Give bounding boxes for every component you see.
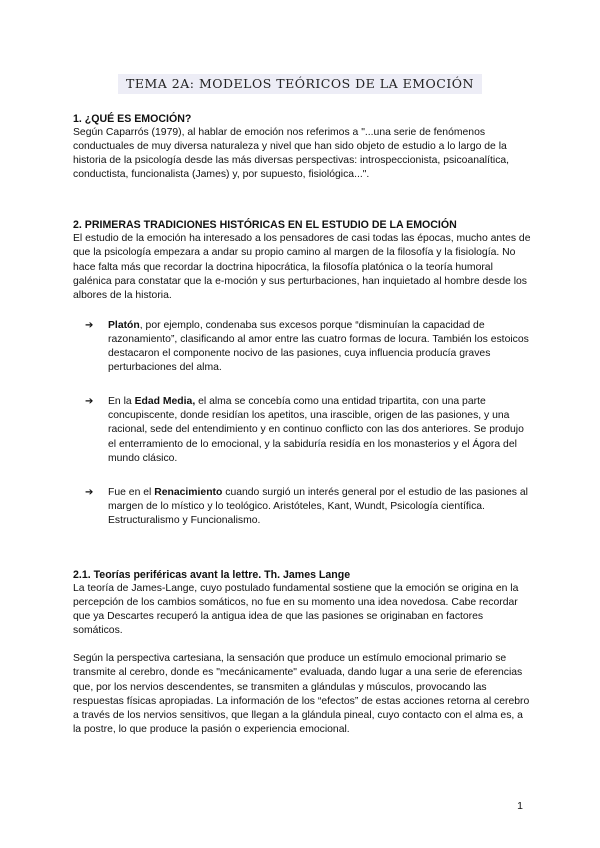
bullet-lead: Renacimiento — [154, 486, 223, 498]
title-container — [0, 74, 600, 94]
section-peripheral-theories — [73, 568, 531, 737]
bullet-lead: Edad Media, — [134, 396, 196, 408]
bullet-middle-ages — [73, 395, 531, 465]
arrow-icon: ➔ — [85, 319, 94, 331]
document-content — [73, 112, 531, 737]
bullet-list — [73, 319, 531, 528]
bullet-text: el alma se concebía como una entidad tripartita, con una parte concupiscente, donde residían los apetitos, una irascible, origen de las pasiones, y una racional, sede del entendimiento y en continuo conflicto con las dos anteriores. Se produjo el enterramiento de lo emocional, y la sabiduría residía en los monasterios y el Ágora del mundo clásico. — [108, 396, 524, 464]
page-number: 1 — [517, 800, 523, 812]
document-title: TEMA 2A: MODELOS TEÓRICOS DE LA EMOCIÓN — [118, 74, 482, 94]
section-2-1-paragraph-2: Según la perspectiva cartesiana, la sensación que produce un estímulo emocional primario se transmite al cerebro, donde es "mecánicamente" evaluada, dando lugar a una serie de eferencias que, por los nervios descendentes, se transmiten a glándulas y músculos, provocando las respuestas físicas apropiadas. La información de los “efectos” de estas acciones retorna al cerebro a través de los nervios sensitivos, que llegan a la glándula pineal, cuyo contacto con el alma es, a la postre, lo que produce la pasión o experiencia emocional. — [73, 653, 530, 735]
bullet-prefix: Fue en el — [108, 486, 155, 498]
section-2-1-heading: 2.1. Teorías periféricas avant la lettre. Th. James Lange — [73, 568, 351, 581]
bullet-lead: Platón — [108, 319, 140, 331]
section-historical-traditions — [73, 218, 531, 528]
section-2-body: El estudio de la emoción ha interesado a los pensadores de casi todas las épocas, mucho antes de que la psicología empezara a andar su propio camino al margen de la filosofía y la fisiología. No hace falta más que recordar la doctrina hipocrática, la filosofía platónica o la teoría humoral galénica para constatar que la e-moción y sus perturbaciones, han inquietado al hombre desde los albores de la historia. — [73, 233, 531, 301]
arrow-icon: ➔ — [85, 486, 94, 498]
section-1-body: Según Caparrós (1979), al hablar de emoción nos referimos a "...una serie de fenómenos conductuales de muy diversa naturaleza y nivel que han sido objeto de estudio a lo largo de la historia de la psicología desde las más diversas perspectivas: introspeccionista, psicoanalítica, conductista, funcionalista (James) y, por supuesto, fisiológica...". — [73, 127, 510, 181]
bullet-prefix: En la — [108, 396, 135, 408]
section-what-is-emotion — [73, 112, 531, 182]
bullet-plato — [73, 319, 531, 375]
section-1-heading: 1. ¿QUÉ ES EMOCIÓN? — [73, 113, 192, 125]
section-2-1-paragraph-1: La teoría de James-Lange, cuyo postulado fundamental sostiene que la emoción se origina en la percepción de los cambios somáticos, no fue en su momento una idea novedosa. Cabe recordar que ya Descartes recuperó la antigua idea de que las pasiones se originaban en factores somáticos. — [73, 582, 519, 637]
arrow-icon: ➔ — [85, 396, 94, 408]
section-2-heading: 2. PRIMERAS TRADICIONES HISTÓRICAS EN EL ESTUDIO DE LA EMOCIÓN — [73, 219, 457, 232]
bullet-text: cuando surgió un interés general por el estudio de las pasiones al margen de lo místico y lo teológico. Aristóteles, Kant, Wundt, Psicología científica. Estructuralismo y Funcionalismo. — [108, 486, 528, 526]
bullet-text: , por ejemplo, condenaba sus excesos porque “disminuían la capacidad de razonamiento”, clasificando al amor entre las cuatro formas de locura. También los estoicos destacaron el componente nocivo de las pasiones, cuya influencia producía graves perturbaciones del alma. — [108, 319, 529, 374]
bullet-renaissance — [73, 486, 531, 528]
